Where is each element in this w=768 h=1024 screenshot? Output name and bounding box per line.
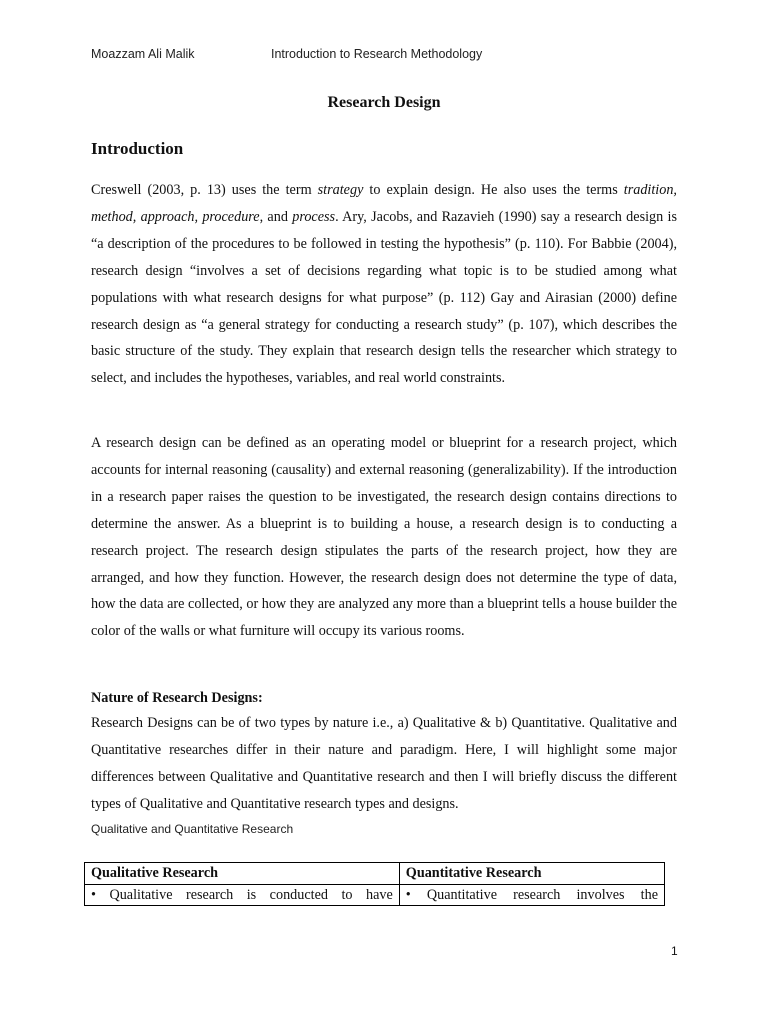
p1-text-1: Creswell (2003, p. 13) uses the term xyxy=(91,182,318,198)
document-title: Research Design xyxy=(327,94,441,111)
nature-heading: Nature of Research Designs: xyxy=(91,690,263,706)
comparison-table xyxy=(84,862,665,906)
cell-quantitative: • Quantitative research involves the xyxy=(399,885,664,906)
p1-italic-process: process xyxy=(292,208,336,225)
table-caption: Qualitative and Quantitative Research xyxy=(91,822,294,836)
p1-italic-terms: tradition, method, approach, procedure xyxy=(91,182,677,225)
p1-italic-strategy: strategy xyxy=(317,182,364,198)
header-qualitative: Qualitative Research xyxy=(85,863,400,885)
header-quantitative: Quantitative Research xyxy=(399,863,664,885)
p1-text-2: to explain design. He also uses the terms xyxy=(363,182,624,198)
table-row xyxy=(85,885,665,906)
header-course-title: Introduction to Research Methodology xyxy=(271,47,483,61)
header-author: Moazzam Ali Malik xyxy=(91,47,195,61)
table-header-row xyxy=(85,863,665,885)
introduction-paragraph-1 xyxy=(91,177,677,392)
p1-text-4: . Ary, Jacobs, and Razavieh (1990) say a research design is “a description of the procedures to be followed in testing the hypothesis” (p. 110). For Babbie (2004), research design “involves a set of decisions regarding what topic is to be studied among what populations with what research designs for what purpose” (p. 112) Gay and Airasian (2000) define research design as “a general strategy for conducting a research study” (p. 107), which describes the basic structure of the study. They explain that research design tells the researcher which strategy to select, and includes the hypotheses, variables, and real world constraints. xyxy=(91,208,677,387)
nature-paragraph: Research Designs can be of two types by nature i.e., a) Qualitative & b) Quantitative. Qualitative and Quantitative researches differ in their nature and paradigm. Here, I will highlight some major differences between Qualitative and Quantitative research and then I will briefly discuss the different types of Qualitative and Quantitative research types and designs. xyxy=(91,715,677,812)
introduction-paragraph-2: A research design can be defined as an operating model or blueprint for a research project, which accounts for internal reasoning (causality) and external reasoning (generalizability). If the introduction in a research paper raises the question to be investigated, the research design contains directions to determine the answer. As a blueprint is to building a house, a research design is to conducting a research project. The research design stipulates the parts of the research project, how they are arranged, and how they function. However, the research design does not determine the type of data, how the data are collected, or how they are analyzed any more than a blueprint tells a house builder the color of the walls or what furniture will occupy its various rooms. xyxy=(91,435,677,640)
page-number: 1 xyxy=(671,944,678,958)
introduction-heading: Introduction xyxy=(91,139,184,158)
p1-text-3: , and xyxy=(259,208,293,225)
cell-qualitative: • Qualitative research is conducted to have xyxy=(85,885,400,906)
